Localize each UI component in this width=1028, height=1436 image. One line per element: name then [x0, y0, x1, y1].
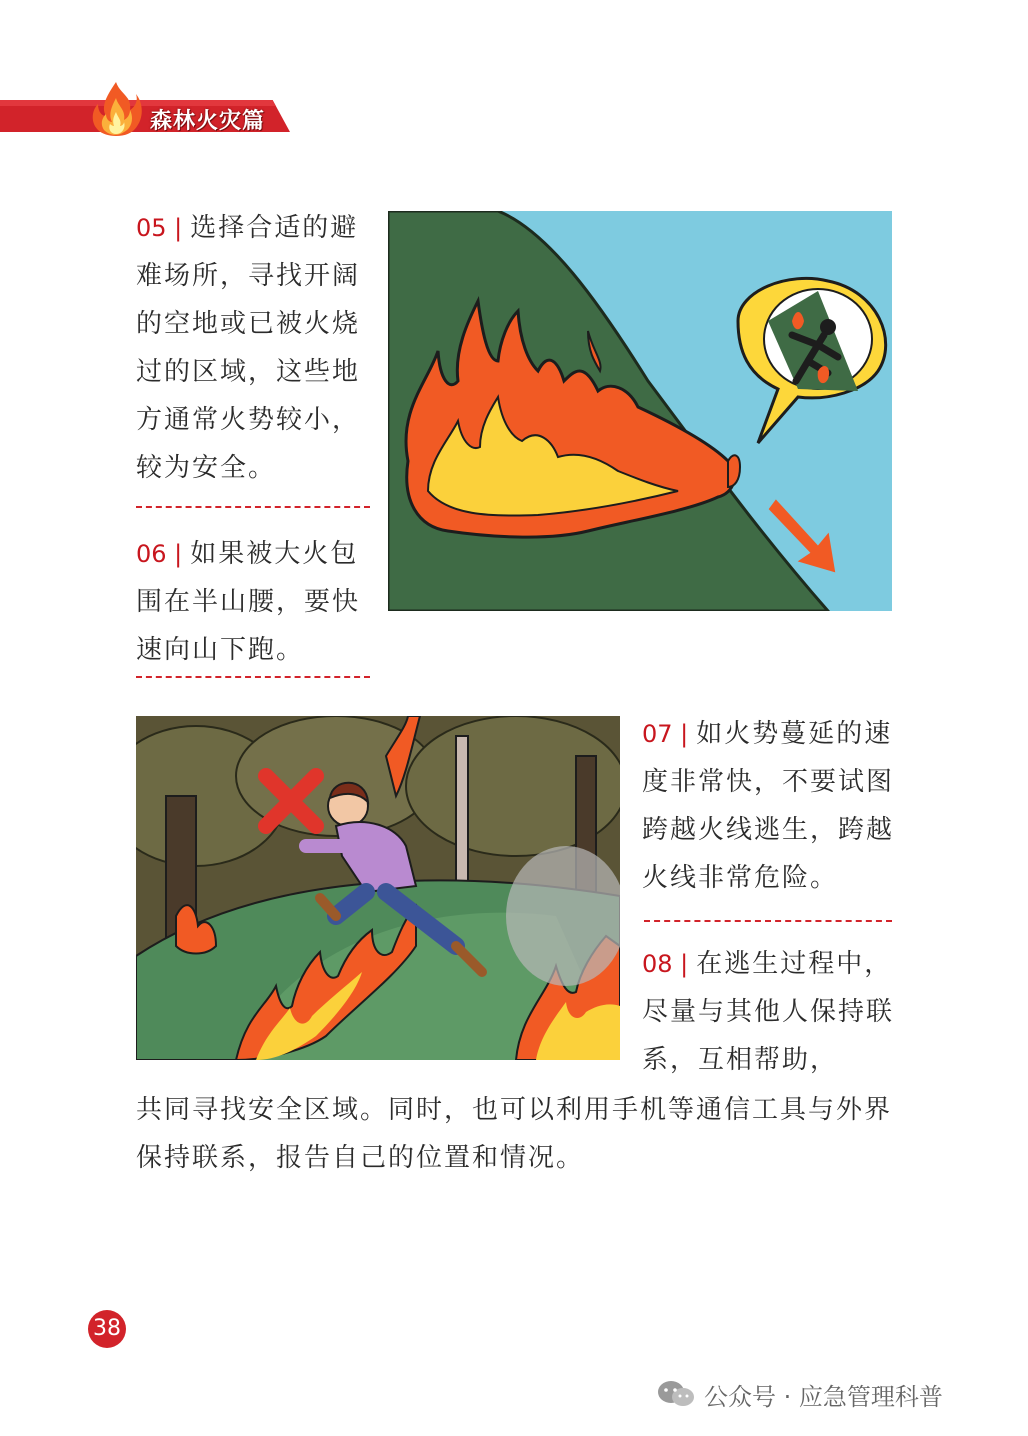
item-number: 06 | [136, 540, 183, 568]
flame-icon [86, 80, 146, 140]
item-08 [642, 940, 896, 1084]
section-banner [0, 96, 300, 136]
item-05 [136, 204, 372, 492]
wechat-icon [656, 1379, 696, 1409]
item-number: 07 | [642, 720, 689, 748]
item-08-continued [136, 1086, 896, 1182]
divider [136, 506, 370, 508]
divider [136, 676, 370, 678]
forest-fire-illustration [136, 716, 620, 1060]
watermark [656, 1376, 943, 1412]
item-text: 在逃生过程中，尽量与其他人保持联系，互相帮助， [642, 949, 895, 1075]
divider [644, 920, 892, 922]
item-text: 如火势蔓延的速度非常快，不要试图跨越火线逃生，跨越火线非常危险。 [642, 719, 895, 893]
item-text: 共同寻找安全区域。同时，也可以利用手机等通信工具与外界保持联系，报告自己的位置和情况。 [136, 1095, 893, 1173]
hillside-fire-illustration [388, 211, 892, 611]
item-06 [136, 530, 372, 674]
item-number: 08 | [642, 950, 689, 978]
item-07 [642, 710, 896, 902]
item-text: 如果被大火包围在半山腰，要快速向山下跑。 [136, 539, 361, 665]
watermark-text: 公众号 · 应急管理科普 [704, 1382, 943, 1411]
item-number: 05 | [136, 214, 183, 242]
item-text: 选择合适的避难场所，寻找开阔的空地或已被火烧过的区域，这些地方通常火势较小，较为安全。 [136, 213, 361, 483]
banner-title: 森林火灾篇 [150, 109, 266, 134]
page-number: 38 [88, 1310, 126, 1348]
